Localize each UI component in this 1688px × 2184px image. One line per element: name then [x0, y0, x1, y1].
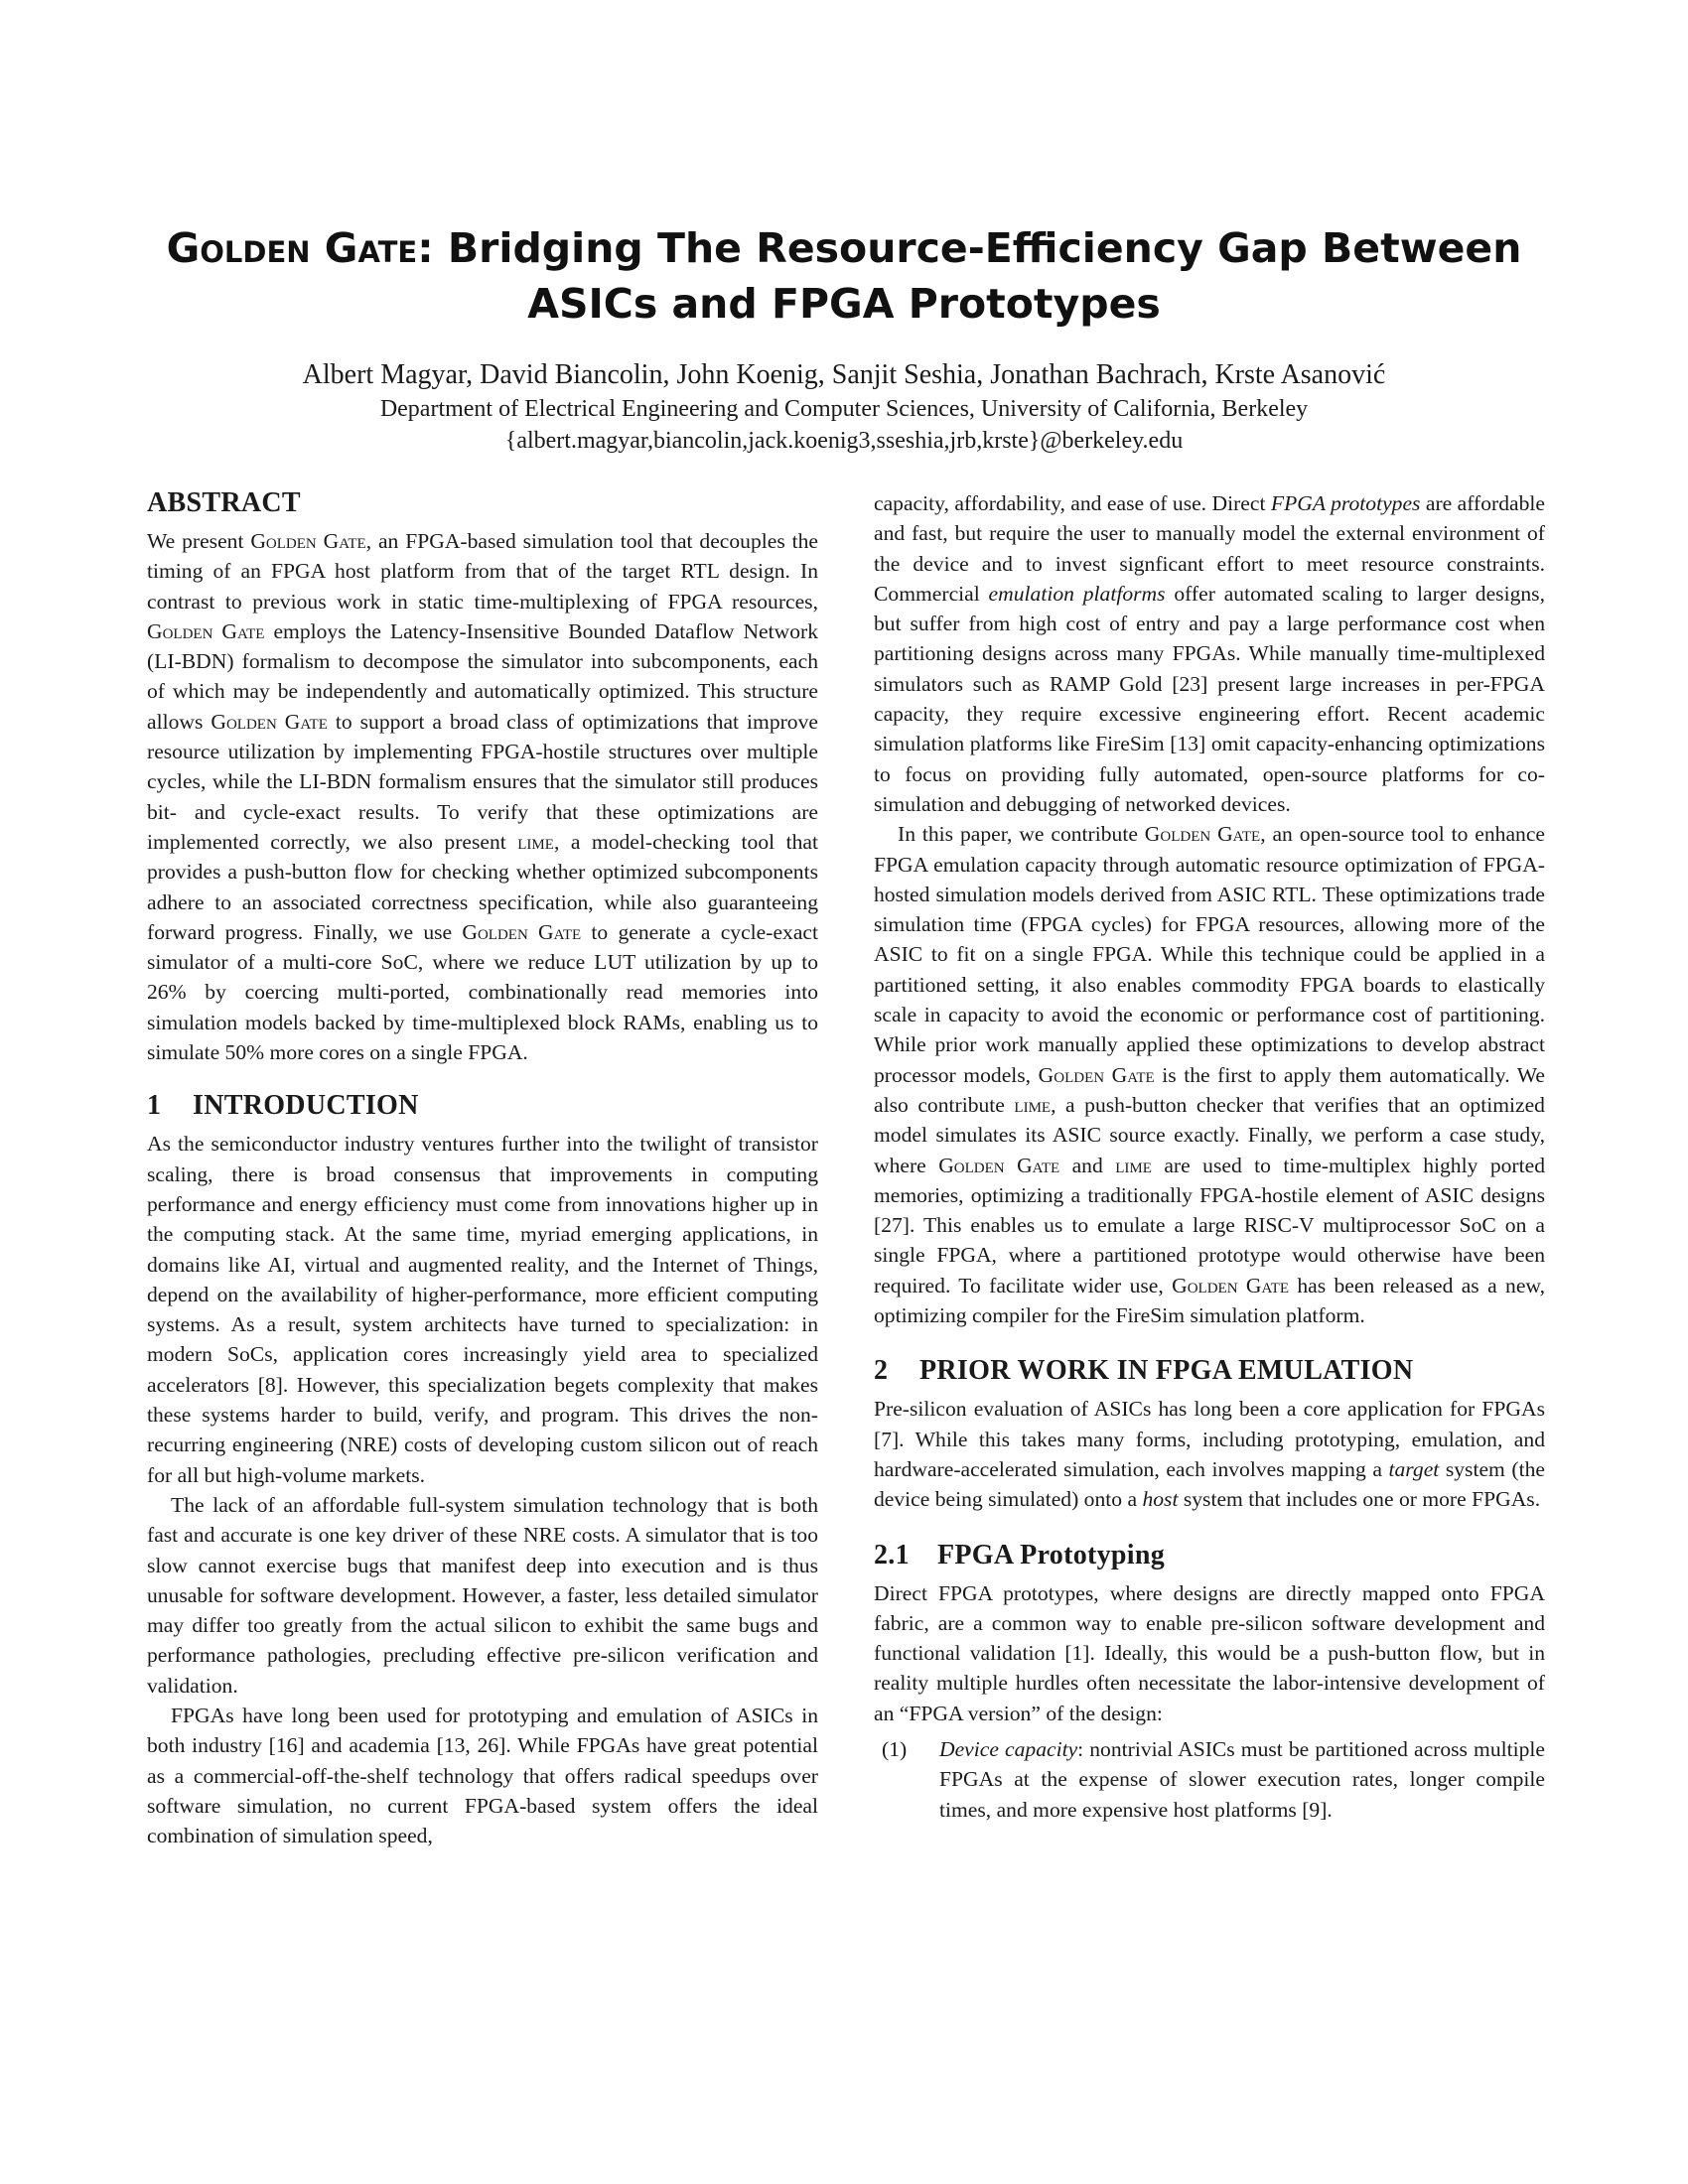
- section-2-heading: 2 PRIOR WORK IN FPGA EMULATION: [874, 1355, 1414, 1387]
- fpga-prototyping-paragraph: Direct FPGA prototypes, where designs are directly mapped onto FPGA fabric, are a common way to enable pre-silicon software development and functional validation [1]. Ideally, this would be a push-button flow, but in reality multiple hurdles often necessitate the labor-intensive development of an “FPGA version” of the design:: [874, 1580, 1545, 1725]
- title-line1-rest: : Bridging The Resource-Efficiency Gap Between: [417, 224, 1522, 272]
- author-list: Albert Magyar, David Biancolin, John Koenig, Sanjit Seshia, Jonathan Bachrach, Krste Asanović: [302, 359, 1386, 390]
- list-item-text: Device capacity: nontrivial ASICs must be partitioned across multiple FPGAs at the expense of slower execution rates, longer compile times, and more expensive host platforms [9].: [939, 1736, 1545, 1822]
- intro-paragraph-4: In this paper, we contribute Golden Gate, an open-source tool to enhance FPGA emulation capacity through automatic resource optimization of FPGA-hosted simulation models derived from ASIC RTL. These optimizations trade simulation time (FPGA cycles) for FPGA resources, allowing more of the ASIC to fit on a single FPGA. While this technique could be applied in a partitioned setting, it also enables commodity FPGA boards to elastically scale in capacity to avoid the economic or performance cost of partitioning. While prior work manually applied these optimizations to develop abstract processor models, Golden Gate is the first to apply them automatically. We also contribute lime, a push-button checker that verifies that an optimized model simulates its ASIC source exactly. Finally, we perform a case study, where Golden Gate and lime are used to time-multiplex highly ported memories, optimizing a traditionally FPGA-hostile element of ASIC designs [27]. This enables us to emulate a large RISC-V multiprocessor SoC on a single FPGA, where a partitioned prototype would otherwise have been required. To facilitate wider use, Golden Gate has been released as a new, optimizing compiler for the FireSim simulation platform.: [874, 822, 1545, 1328]
- intro-paragraph-3-continued: capacity, affordability, and ease of use. Direct FPGA prototypes are affordable and fast, but require the user to manually model the external environment of the device and to invest signficant effort to meet resource constraints. Commercial emulation platforms offer automated scaling to larger designs, but suffer from high cost of entry and pay a large performance cost when partitioning designs across many FPGAs. While manually time-multiplexed simulators such as RAMP Gold [23] present large increases in per-FPGA capacity, they require excessive engineering effort. Recent academic simulation platforms like FireSim [13] omit capacity-enhancing optimizations to focus on providing fully automated, open-source platforms for co-simulation and debugging of networked devices.: [874, 491, 1545, 816]
- paper-title: [139, 220, 1549, 332]
- intro-paragraph-1: As the semiconductor industry ventures further into the twilight of transistor scaling, there is broad consensus that improvements in computing performance and energy efficiency must come from innovations higher up in the computing stack. At the same time, myriad emerging applications, in domains like AI, virtual and augmented reality, and the Internet of Things, depend on the availability of higher-performance, more efficient computing systems. As a result, system architects have turned to specialization: in modern SoCs, application cores increasingly yield area to specialized accelerators [8]. However, this specialization begets complexity that makes these systems harder to build, verify, and program. This drives the non-recurring engineering (NRE) costs of developing custom silicon out of reach for all but high-volume markets.: [147, 1132, 818, 1487]
- title-line2: ASICs and FPGA Prototypes: [527, 280, 1161, 328]
- intro-paragraph-3: FPGAs have long been used for prototyping and emulation of ASICs in both industry [16] and academia [13, 26]. While FPGAs have great potential as a commercial-off-the-shelf technology that offers radical speedups over software simulation, no current FPGA-based system offers the ideal combination of simulation speed,: [147, 1703, 818, 1848]
- section-1-heading: 1 INTRODUCTION: [147, 1090, 419, 1122]
- list-marker: (1): [882, 1736, 908, 1761]
- abstract-heading: ABSTRACT: [147, 487, 301, 518]
- hurdles-list: [874, 1734, 1545, 1825]
- author-emails: {albert.magyar,biancolin,jack.koenig3,sseshia,jrb,krste}@berkeley.edu: [504, 428, 1184, 454]
- right-column: [874, 488, 1545, 1825]
- intro-paragraph-2: The lack of an affordable full-system simulation technology that is both fast and accurate is one key driver of these NRE costs. A simulator that is too slow cannot exercise bugs that manifest deep into execution and is thus unusable for software development. However, a faster, less detailed simulator may differ too greatly from the actual silicon to exhibit the same bugs and performance pathologies, precluding effective pre-silicon verification and validation.: [147, 1492, 818, 1698]
- abstract-text: We present Golden Gate, an FPGA-based simulation tool that decouples the timing of an FPGA host platform from that of the target RTL design. In contrast to previous work in static time-multiplexing of FPGA resources, Golden Gate employs the Latency-Insensitive Bounded Dataflow Network (LI-BDN) formalism to decompose the simulator into subcomponents, each of which may be independently and automatically optimized. This structure allows Golden Gate to support a broad class of optimizations that improve resource utilization by implementing FPGA-hostile structures over multiple cycles, while the LI-BDN formalism ensures that the simulator still produces bit- and cycle-exact results. To verify that these optimizations are implemented correctly, we also present lime, a model-checking tool that provides a push-button flow for checking whether optimized subcomponents adhere to an associated correctness specification, while also guaranteeing forward progress. Finally, we use Golden Gate to generate a cycle-exact simulator of a multi-core SoC, where we reduce LUT utilization by up to 26% by coercing multi-ported, combinationally read memories into simulation models backed by time-multiplexed block RAMs, enabling us to simulate 50% more cores on a single FPGA.: [147, 529, 819, 1065]
- affiliation: Department of Electrical Engineering and Computer Sciences, University of California, Berkeley: [379, 396, 1309, 422]
- title-system-name: Golden Gate: [166, 224, 418, 272]
- left-column: [147, 486, 818, 1850]
- prior-work-paragraph: Pre-silicon evaluation of ASICs has long been a core application for FPGAs [7]. While this takes many forms, including prototyping, emulation, and hardware-accelerated simulation, each involves mapping a target system (the device being simulated) onto a host system that includes one or more FPGAs.: [874, 1397, 1545, 1512]
- list-item: [874, 1734, 1545, 1825]
- section-2-1-heading: 2.1 FPGA Prototyping: [874, 1539, 1166, 1570]
- title-block: [139, 220, 1549, 457]
